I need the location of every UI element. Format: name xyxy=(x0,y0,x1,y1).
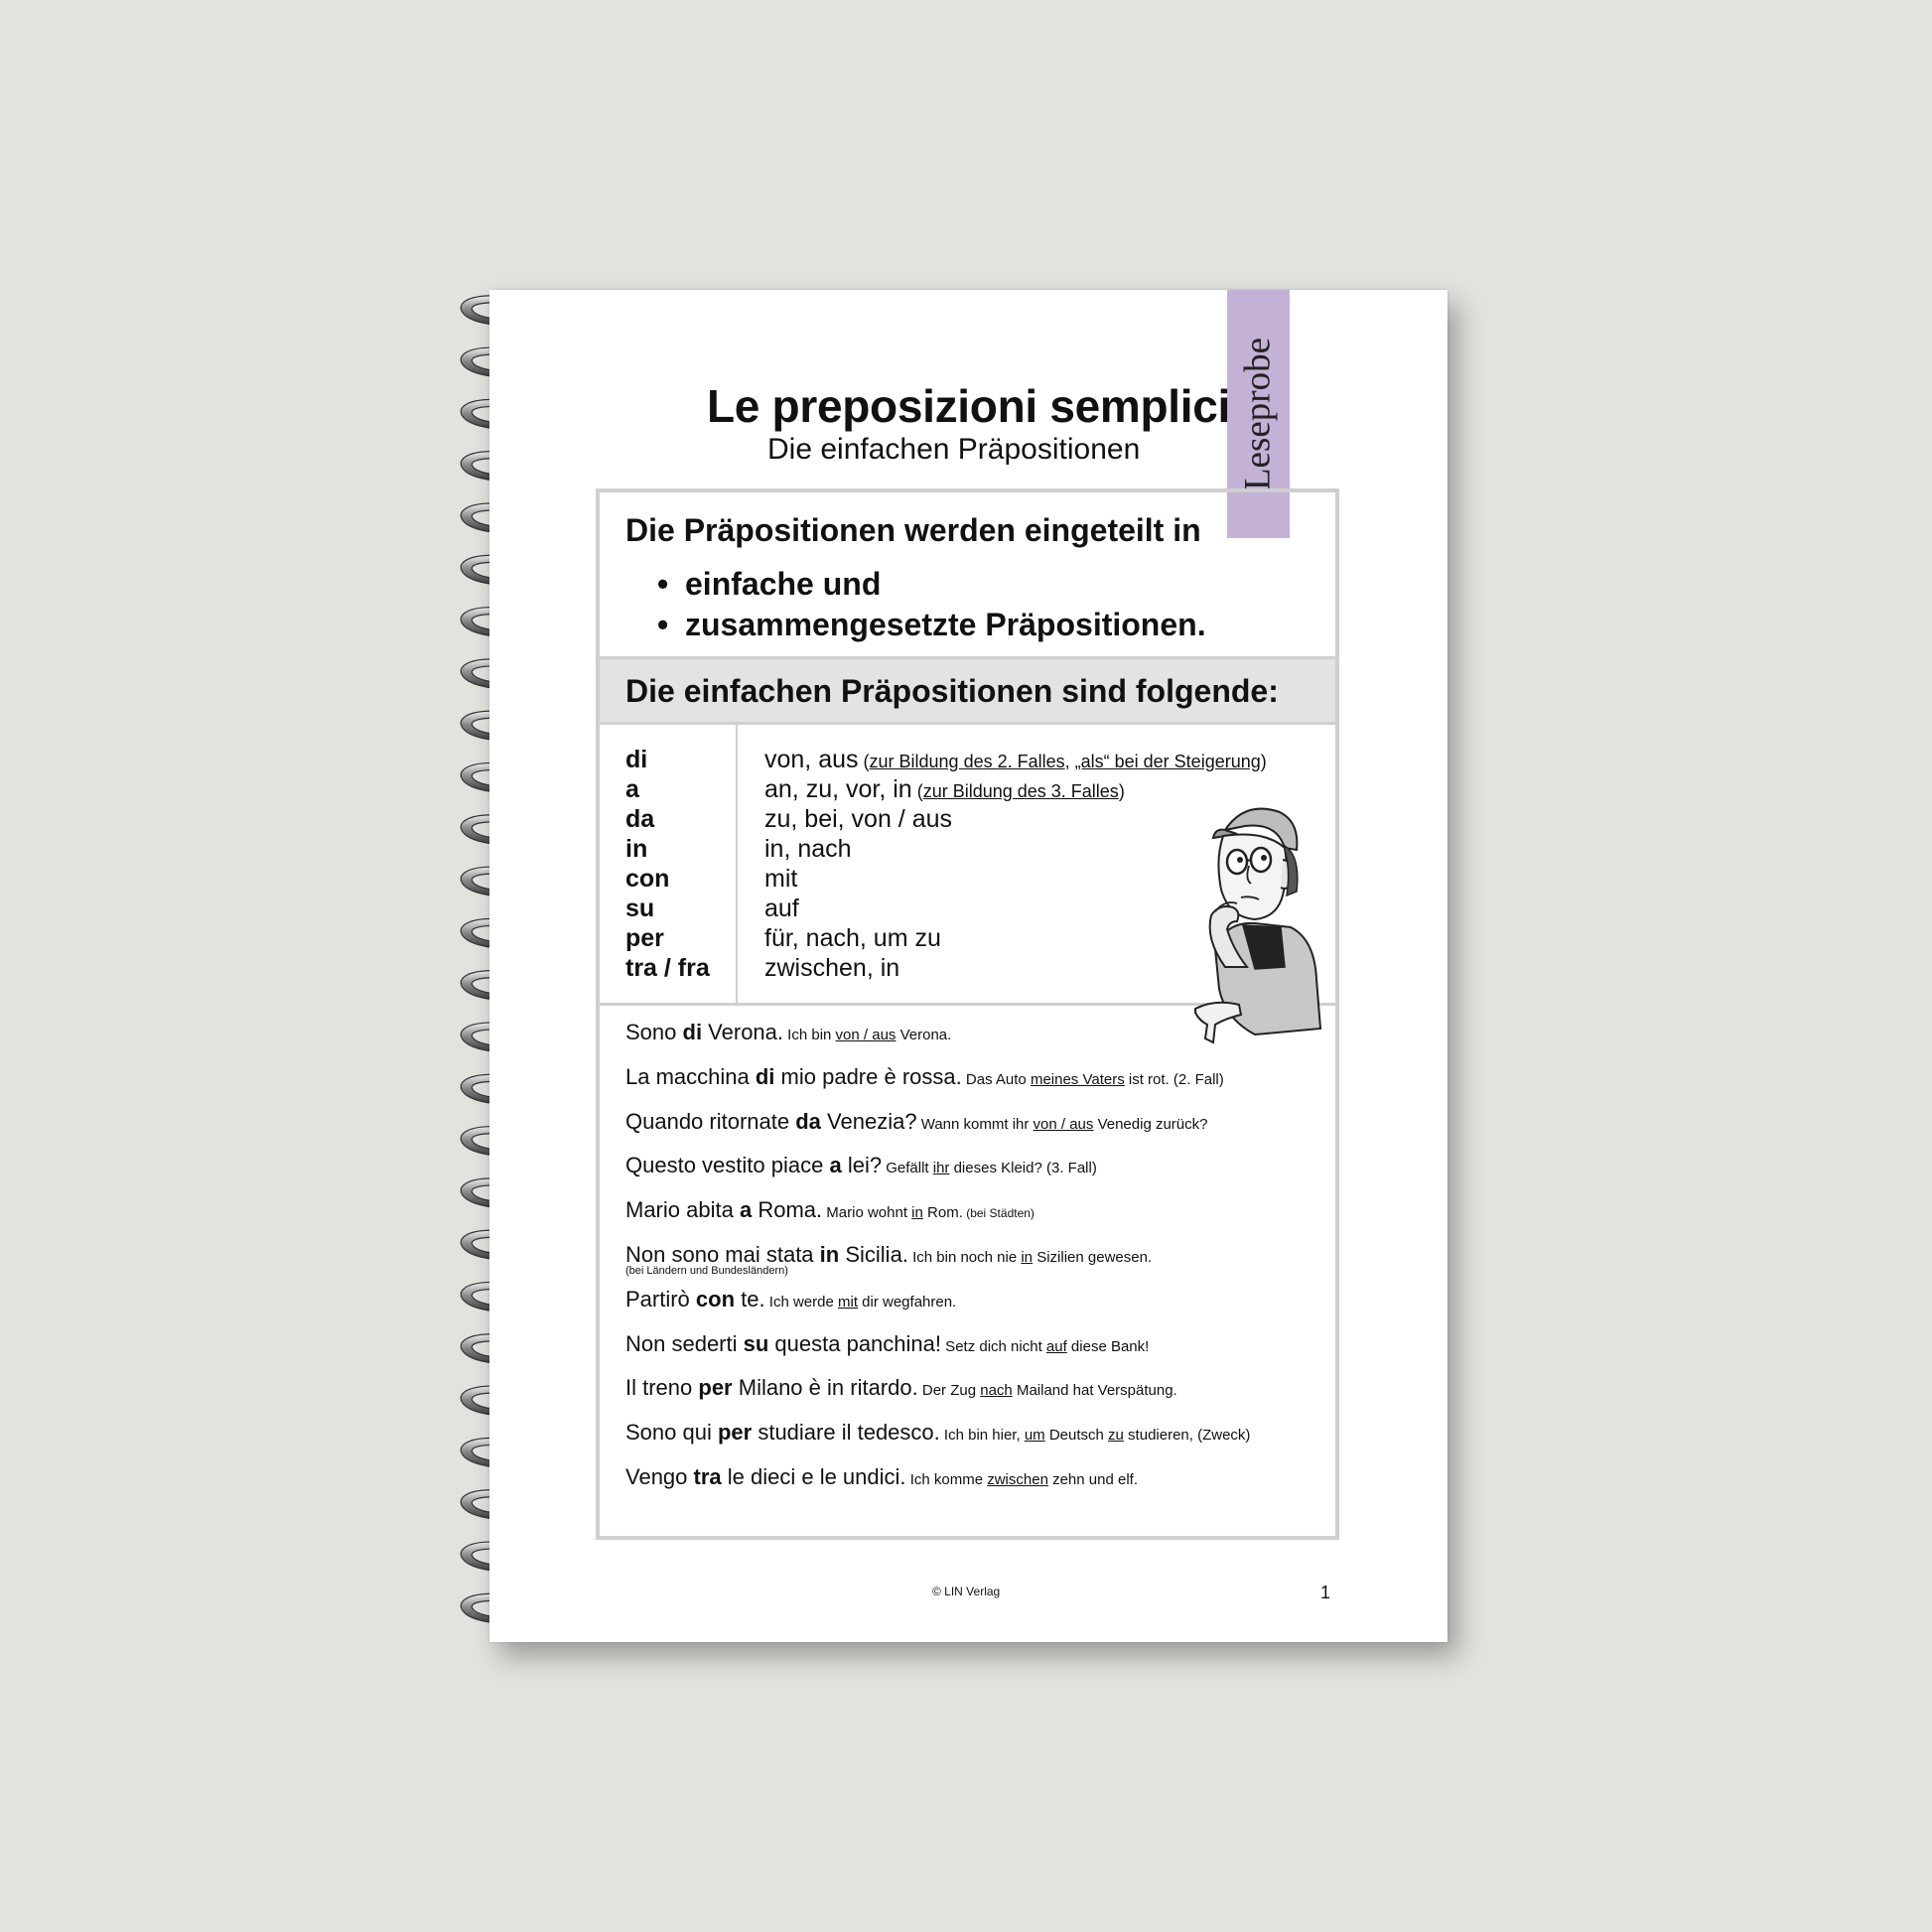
example-italian: Sono xyxy=(625,1020,683,1044)
translation-text: Gefällt xyxy=(882,1160,933,1177)
example-italian: questa panchina! xyxy=(768,1330,942,1356)
preposition-row xyxy=(600,804,1335,834)
translation-text: Venedig zurück? xyxy=(1093,1115,1208,1133)
note-text: zur Bildung des 2. Falles xyxy=(869,752,1065,771)
preposition-german xyxy=(764,774,1125,806)
preposition-translation: auf xyxy=(764,895,799,922)
example-sentence xyxy=(625,1463,1138,1494)
translation-highlight: zwischen xyxy=(987,1471,1048,1488)
example-italian: te. xyxy=(735,1286,765,1311)
translation-highlight: auf xyxy=(1045,1337,1067,1355)
example-translation xyxy=(906,1471,1138,1488)
example-preposition: a xyxy=(829,1153,842,1178)
preposition-note xyxy=(912,781,1125,801)
content-box xyxy=(596,488,1339,1540)
translation-highlight: in xyxy=(1021,1249,1034,1266)
translation-text: Der Zug xyxy=(917,1382,981,1400)
publisher-credit: © LIN Verlag xyxy=(932,1585,1001,1598)
preposition-translation: von, aus xyxy=(764,746,859,773)
translation-highlight: nach xyxy=(980,1382,1013,1400)
example-sentence xyxy=(625,1374,1177,1405)
translation-text: Rom. xyxy=(922,1204,963,1222)
preposition-german xyxy=(764,894,799,923)
translation-text: Ich komme xyxy=(905,1471,988,1488)
note-bracket: ) xyxy=(1260,752,1267,771)
example-translation xyxy=(765,1294,957,1311)
note-text: zur Bildung des 3. Falles xyxy=(922,781,1119,801)
example-italian: Venezia? xyxy=(820,1108,917,1134)
translation-text: Ich bin noch nie xyxy=(907,1249,1022,1266)
example-italian: Sono qui xyxy=(625,1420,718,1446)
translation-text: dir wegfahren. xyxy=(858,1293,957,1311)
intro-list xyxy=(659,564,1206,645)
preposition-italian: per xyxy=(625,924,664,952)
example-sentence xyxy=(625,1108,1207,1139)
translation-text: Setz dich nicht xyxy=(941,1337,1046,1355)
example-italian: Roma. xyxy=(752,1197,823,1223)
preposition-note xyxy=(859,752,1267,771)
example-sentence xyxy=(625,1241,1153,1277)
intro-item: • einfache und xyxy=(659,564,1206,605)
example-italian: studiare il tedesco. xyxy=(752,1420,940,1446)
page-number: 1 xyxy=(1320,1583,1331,1602)
example-translation xyxy=(908,1249,1152,1266)
example-italian: Milano è in ritardo. xyxy=(732,1375,918,1401)
translation-text: diese Bank! xyxy=(1066,1337,1150,1355)
translation-highlight: ihr xyxy=(932,1160,950,1177)
note-bracket: ) xyxy=(1118,781,1125,801)
example-italian: Mario abita xyxy=(625,1197,740,1223)
translation-text: Mailand hat Verspätung. xyxy=(1012,1382,1177,1400)
example-translation xyxy=(882,1160,1097,1176)
translation-remark: (bei Städten) xyxy=(962,1206,1035,1221)
translation-text: Das Auto xyxy=(961,1070,1031,1088)
example-sentence xyxy=(625,1152,1097,1182)
translation-highlight: um xyxy=(1024,1427,1045,1445)
translation-highlight: von / aus xyxy=(835,1027,897,1043)
example-sentence xyxy=(625,1019,951,1049)
example-sentence xyxy=(625,1063,1224,1094)
sample-tab-label: Leseprobe xyxy=(1237,337,1279,491)
preposition-table xyxy=(600,725,1335,1006)
section-heading: Die einfachen Präpositionen sind folgende: xyxy=(625,673,1279,709)
translation-text: Ich werde xyxy=(764,1293,838,1311)
example-preposition: tra xyxy=(693,1464,722,1489)
example-italian: Verona. xyxy=(702,1020,784,1044)
preposition-translation: zu, bei, von / aus xyxy=(764,805,953,833)
translation-text: Wann kommt ihr xyxy=(916,1115,1034,1133)
preposition-german xyxy=(764,923,941,953)
example-italian: Vengo xyxy=(625,1464,694,1489)
preposition-row xyxy=(600,953,1335,983)
example-preposition: per xyxy=(717,1420,753,1446)
translation-text: studieren, (Zweck) xyxy=(1123,1427,1251,1445)
translation-highlight: meines Vaters xyxy=(1030,1070,1125,1088)
example-sentence xyxy=(625,1196,1035,1227)
preposition-german xyxy=(764,953,899,983)
preposition-italian: con xyxy=(625,865,670,893)
example-translation xyxy=(783,1027,951,1043)
preposition-german xyxy=(764,864,797,894)
intro-section xyxy=(600,492,1335,659)
note-bracket: ( xyxy=(858,752,870,771)
example-translation xyxy=(822,1204,1035,1221)
example-translation xyxy=(941,1338,1149,1355)
translation-text: Deutsch xyxy=(1044,1427,1109,1445)
preposition-translation: zwischen, in xyxy=(764,954,900,982)
note-text: „als“ bei der Steigerung xyxy=(1074,752,1261,771)
example-italian: lei? xyxy=(841,1153,883,1178)
example-sentence xyxy=(625,1286,956,1316)
example-italian: mio padre è rossa. xyxy=(774,1063,962,1089)
preposition-italian: a xyxy=(625,775,639,803)
example-preposition: con xyxy=(695,1286,736,1311)
preposition-translation: an, zu, vor, in xyxy=(764,775,912,803)
example-italian: Partirò xyxy=(625,1286,696,1311)
example-sentence xyxy=(625,1419,1250,1449)
translation-text: Ich bin hier, xyxy=(939,1427,1025,1445)
intro-item: • zusammengesetzte Präpositionen. xyxy=(659,605,1206,645)
preposition-row xyxy=(600,774,1335,804)
preposition-italian: in xyxy=(625,835,648,863)
note-separator: , xyxy=(1064,752,1075,771)
preposition-italian: da xyxy=(625,805,655,833)
example-translation xyxy=(917,1116,1208,1133)
example-italian: Non sederti xyxy=(625,1330,744,1356)
example-preposition: di xyxy=(682,1020,703,1044)
translation-text: zehn und elf. xyxy=(1047,1471,1138,1488)
example-italian: Il treno xyxy=(625,1375,699,1401)
section-band xyxy=(600,659,1335,725)
example-italian: Quando ritornate xyxy=(625,1108,796,1134)
preposition-translation: mit xyxy=(764,865,798,893)
note-bracket: ( xyxy=(911,781,923,801)
example-italian: La macchina xyxy=(625,1063,756,1089)
translation-highlight: in xyxy=(911,1204,923,1222)
example-translation xyxy=(962,1071,1224,1088)
preposition-row xyxy=(600,864,1335,894)
translation-text: ist rot. (2. Fall) xyxy=(1124,1070,1224,1088)
example-italian: Questo vestito piace xyxy=(625,1153,830,1178)
translation-text: Ich bin xyxy=(783,1027,836,1043)
translation-text: Verona. xyxy=(896,1027,952,1043)
preposition-italian: su xyxy=(625,895,655,922)
preposition-italian: di xyxy=(625,746,648,773)
example-preposition: per xyxy=(698,1375,733,1401)
example-preposition: in xyxy=(819,1242,840,1267)
example-translation xyxy=(940,1427,1251,1444)
translation-text: Sizilien gewesen. xyxy=(1033,1249,1153,1266)
translation-text: dieses Kleid? (3. Fall) xyxy=(949,1160,1097,1177)
preposition-row xyxy=(600,834,1335,864)
example-italian: Sicilia. xyxy=(839,1242,908,1267)
page-subtitle: Die einfachen Präpositionen xyxy=(767,433,1141,466)
example-preposition: a xyxy=(739,1197,753,1223)
example-sentence xyxy=(625,1330,1149,1361)
example-preposition: di xyxy=(755,1063,775,1089)
preposition-german xyxy=(764,804,952,834)
example-translation xyxy=(918,1382,1177,1399)
translation-highlight: von / aus xyxy=(1033,1115,1094,1133)
preposition-row xyxy=(600,745,1335,774)
intro-heading: Die Präpositionen werden eingeteilt in xyxy=(625,512,1201,548)
translation-text: Mario wohnt xyxy=(822,1204,912,1222)
preposition-german xyxy=(764,834,852,864)
preposition-translation: für, nach, um zu xyxy=(764,924,941,952)
preposition-german xyxy=(764,745,1267,776)
example-italian: Non sono mai stata xyxy=(625,1242,820,1267)
example-preposition: da xyxy=(795,1108,821,1134)
preposition-translation: in, nach xyxy=(764,835,852,863)
preposition-row xyxy=(600,923,1335,953)
preposition-italian: tra / fra xyxy=(625,954,710,982)
translation-remark: (bei Ländern und Bundesländern) xyxy=(625,1265,788,1277)
preposition-row xyxy=(600,894,1335,923)
translation-highlight: zu xyxy=(1108,1427,1124,1445)
example-preposition: su xyxy=(743,1330,769,1356)
page-title: Le preposizioni semplici xyxy=(707,380,1231,432)
example-italian: le dieci e le undici. xyxy=(721,1464,906,1489)
translation-highlight: mit xyxy=(838,1293,858,1311)
